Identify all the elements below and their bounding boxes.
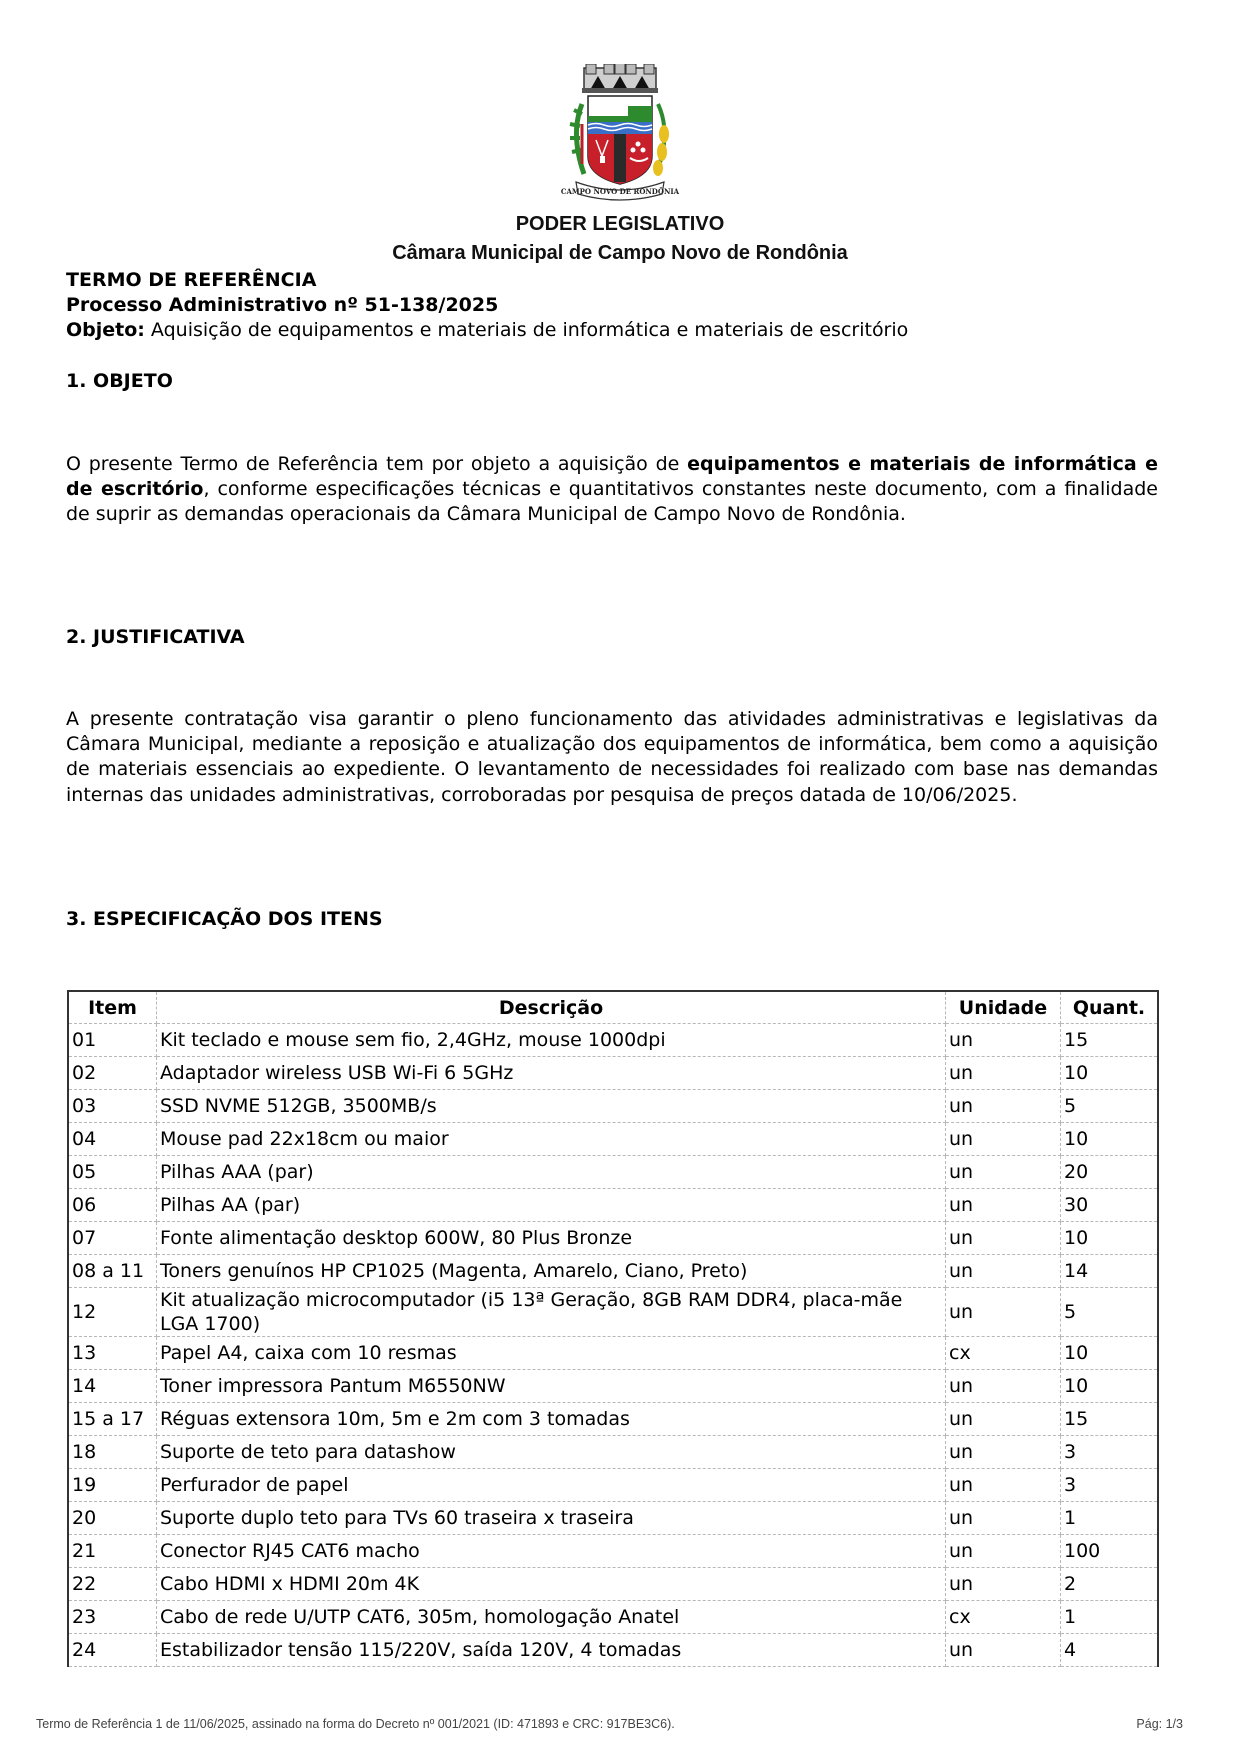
table-row (68, 1222, 1158, 1255)
column-header-unidade: Unidade (946, 991, 1061, 1024)
cell-unit: un (946, 1469, 1061, 1502)
table-row (68, 1634, 1158, 1667)
cell-quantity: 15 (1061, 1403, 1159, 1436)
table-row (68, 1601, 1158, 1634)
document-title: TERMO DE REFERÊNCIA (66, 269, 317, 291)
cell-item: 14 (68, 1370, 157, 1403)
cell-quantity: 2 (1061, 1568, 1159, 1601)
cell-description: Réguas extensora 10m, 5m e 2m com 3 tomadas (157, 1403, 946, 1436)
section-paragraph-justificativa: A presente contratação visa garantir o pleno funcionamento das atividades administrativas e legislativas da Câmara Municipal, mediante a reposição e atualização dos equipamentos de informática, bem como a aquisição de materiais essenciais ao expediente. O levantamento de necessidades foi realizado com base nas demandas internas das unidades administrativas, corroboradas por pesquisa de preços datada de 10/06/2025. (66, 708, 1158, 806)
cell-quantity: 10 (1061, 1370, 1159, 1403)
cell-item: 08 a 11 (68, 1255, 157, 1288)
header-line-poder-legislativo: PODER LEGISLATIVO (515, 213, 725, 235)
section-title-justificativa: 2. JUSTIFICATIVA (66, 626, 245, 648)
cell-item: 20 (68, 1502, 157, 1535)
table-row (68, 1436, 1158, 1469)
cell-item: 06 (68, 1189, 157, 1222)
cell-quantity: 3 (1061, 1436, 1159, 1469)
cell-quantity: 3 (1061, 1469, 1159, 1502)
cell-unit: un (946, 1436, 1061, 1469)
cell-item: 19 (68, 1469, 157, 1502)
table-row (68, 1123, 1158, 1156)
table-row (68, 1288, 1158, 1337)
cell-quantity: 1 (1061, 1502, 1159, 1535)
footer-signature-note: Termo de Referência 1 de 11/06/2025, assinado na forma do Decreto nº 001/2021 (ID: 471893 e CRC: 917BE3C6). (36, 1717, 675, 1731)
cell-description: Pilhas AAA (par) (157, 1156, 946, 1189)
cell-unit: un (946, 1502, 1061, 1535)
cell-item: 04 (68, 1123, 157, 1156)
cell-quantity: 30 (1061, 1189, 1159, 1222)
table-row (68, 1090, 1158, 1123)
table-row (68, 1057, 1158, 1090)
cell-quantity: 10 (1061, 1057, 1159, 1090)
cell-description: Mouse pad 22x18cm ou maior (157, 1123, 946, 1156)
cell-item: 01 (68, 1024, 157, 1057)
cell-description: Perfurador de papel (157, 1469, 946, 1502)
column-header-quantidade: Quant. (1061, 991, 1159, 1024)
table-row (68, 1255, 1158, 1288)
cell-quantity: 100 (1061, 1535, 1159, 1568)
svg-text:CAMPO NOVO DE RONDÔNIA: CAMPO NOVO DE RONDÔNIA (560, 187, 680, 196)
cell-quantity: 4 (1061, 1634, 1159, 1667)
cell-unit: un (946, 1535, 1061, 1568)
cell-item: 07 (68, 1222, 157, 1255)
cell-description: Kit atualização microcomputador (i5 13ª Geração, 8GB RAM DDR4, placa-mãe LGA 1700) (157, 1288, 946, 1337)
cell-item: 22 (68, 1568, 157, 1601)
object-line (66, 318, 908, 343)
cell-description: Cabo de rede U/UTP CAT6, 305m, homologação Anatel (157, 1601, 946, 1634)
cell-unit: un (946, 1024, 1061, 1057)
table-row (68, 1189, 1158, 1222)
cell-item: 13 (68, 1337, 157, 1370)
cell-unit: un (946, 1123, 1061, 1156)
header-line-camara: Câmara Municipal de Campo Novo de Rondônia (392, 242, 848, 264)
table-row (68, 1403, 1158, 1436)
cell-unit: un (946, 1057, 1061, 1090)
cell-quantity: 10 (1061, 1222, 1159, 1255)
cell-description: Adaptador wireless USB Wi-Fi 6 5GHz (157, 1057, 946, 1090)
cell-quantity: 14 (1061, 1255, 1159, 1288)
table-row (68, 1568, 1158, 1601)
table-row (68, 1502, 1158, 1535)
process-number: Processo Administrativo nº 51-138/2025 (66, 294, 499, 316)
cell-unit: un (946, 1189, 1061, 1222)
section-paragraph-objeto (66, 452, 1158, 528)
cell-description: Conector RJ45 CAT6 macho (157, 1535, 946, 1568)
cell-quantity: 10 (1061, 1123, 1159, 1156)
cell-description: Kit teclado e mouse sem fio, 2,4GHz, mouse 1000dpi (157, 1024, 946, 1057)
cell-unit: un (946, 1634, 1061, 1667)
table-row (68, 1469, 1158, 1502)
table-row (68, 1024, 1158, 1057)
cell-description: Papel A4, caixa com 10 resmas (157, 1337, 946, 1370)
cell-description: SSD NVME 512GB, 3500MB/s (157, 1090, 946, 1123)
paragraph-text: O presente Termo de Referência tem por objeto a aquisição de (66, 453, 688, 475)
cell-description: Toner impressora Pantum M6550NW (157, 1370, 946, 1403)
cell-description: Estabilizador tensão 115/220V, saída 120V, 4 tomadas (157, 1634, 946, 1667)
items-table (67, 990, 1159, 1667)
cell-quantity: 5 (1061, 1288, 1159, 1337)
cell-item: 02 (68, 1057, 157, 1090)
object-label: Objeto: (66, 319, 145, 341)
cell-description: Fonte alimentação desktop 600W, 80 Plus Bronze (157, 1222, 946, 1255)
cell-item: 23 (68, 1601, 157, 1634)
cell-item: 05 (68, 1156, 157, 1189)
table-header-row (68, 991, 1158, 1024)
cell-unit: un (946, 1568, 1061, 1601)
paragraph-bold-text: equipamentos e materiais de informática e de escritório (66, 453, 1158, 501)
section-title-especificacao: 3. ESPECIFICAÇÃO DOS ITENS (66, 908, 383, 930)
footer-page-number: Pág: 1/3 (1136, 1717, 1183, 1731)
cell-description: Cabo HDMI x HDMI 20m 4K (157, 1568, 946, 1601)
section-title-objeto: 1. OBJETO (66, 370, 173, 392)
cell-unit: un (946, 1156, 1061, 1189)
cell-description: Suporte duplo teto para TVs 60 traseira x traseira (157, 1502, 946, 1535)
cell-item: 21 (68, 1535, 157, 1568)
table-row (68, 1337, 1158, 1370)
cell-unit: un (946, 1255, 1061, 1288)
paragraph-text: , conforme especificações técnicas e quantitativos constantes neste documento, com a finalidade de suprir as demandas operacionais da Câmara Municipal de Campo Novo de Rondônia. (66, 478, 1158, 526)
cell-item: 18 (68, 1436, 157, 1469)
cell-item: 03 (68, 1090, 157, 1123)
cell-description: Suporte de teto para datashow (157, 1436, 946, 1469)
cell-quantity: 1 (1061, 1601, 1159, 1634)
cell-unit: un (946, 1090, 1061, 1123)
cell-item: 24 (68, 1634, 157, 1667)
cell-unit: un (946, 1370, 1061, 1403)
object-text: Aquisição de equipamentos e materiais de informática e materiais de escritório (144, 319, 909, 341)
cell-quantity: 5 (1061, 1090, 1159, 1123)
municipal-crest-icon (554, 64, 686, 204)
cell-unit: un (946, 1288, 1061, 1337)
cell-item: 12 (68, 1288, 157, 1337)
cell-quantity: 15 (1061, 1024, 1159, 1057)
table-row (68, 1370, 1158, 1403)
cell-unit: cx (946, 1337, 1061, 1370)
cell-item: 15 a 17 (68, 1403, 157, 1436)
cell-unit: un (946, 1403, 1061, 1436)
cell-unit: un (946, 1222, 1061, 1255)
cell-quantity: 20 (1061, 1156, 1159, 1189)
column-header-item: Item (68, 991, 157, 1024)
column-header-descricao: Descrição (157, 991, 946, 1024)
table-row (68, 1156, 1158, 1189)
cell-quantity: 10 (1061, 1337, 1159, 1370)
table-row (68, 1535, 1158, 1568)
cell-unit: cx (946, 1601, 1061, 1634)
cell-description: Toners genuínos HP CP1025 (Magenta, Amarelo, Ciano, Preto) (157, 1255, 946, 1288)
cell-description: Pilhas AA (par) (157, 1189, 946, 1222)
